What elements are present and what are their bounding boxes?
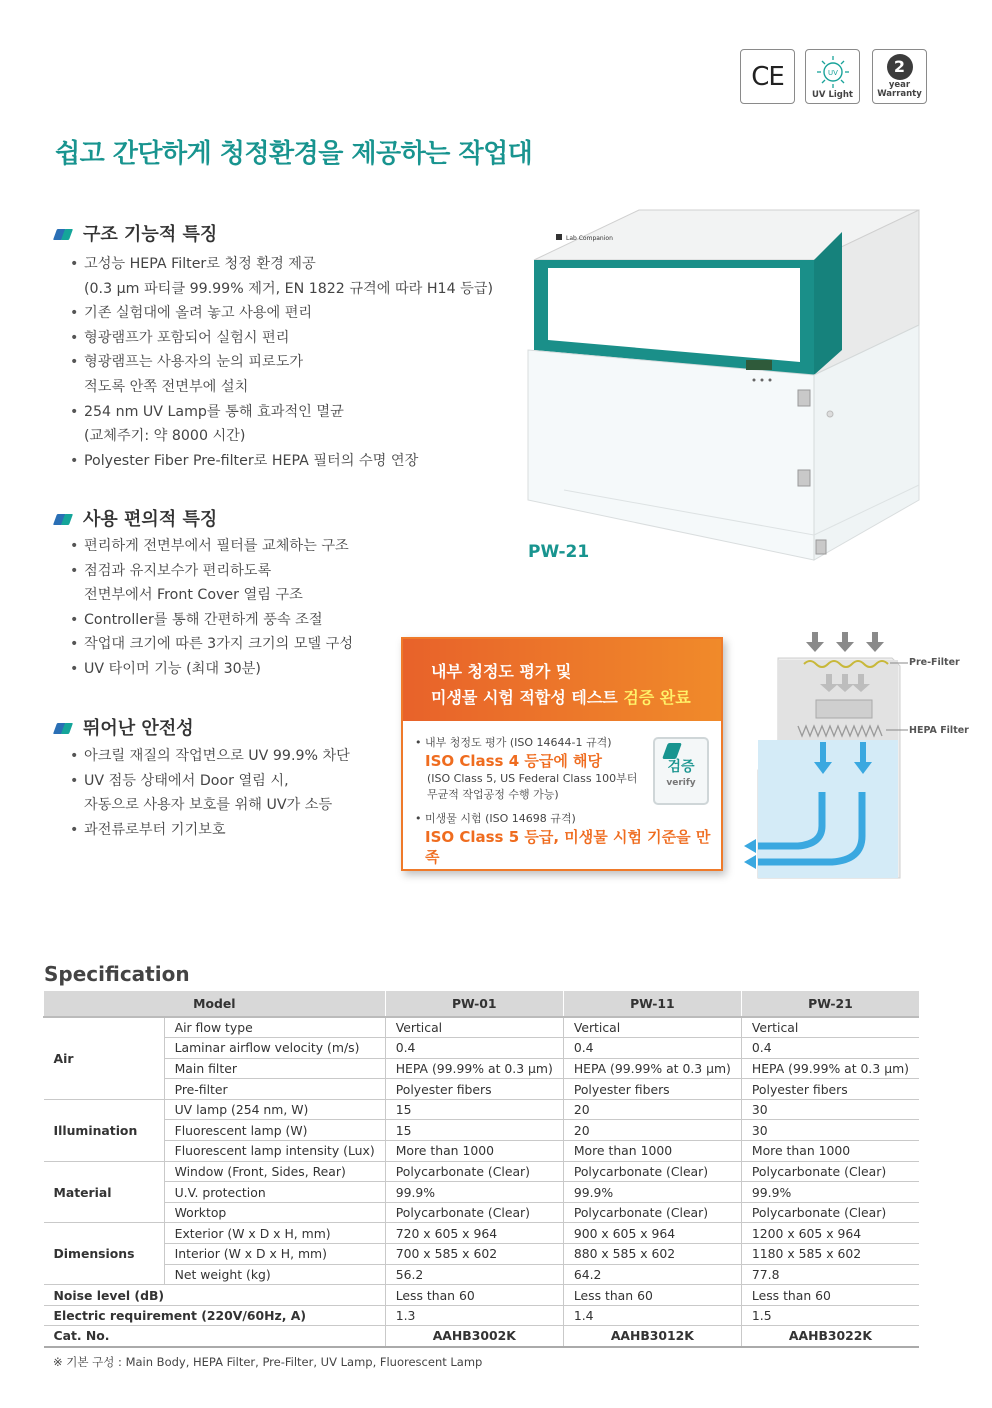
cell: 20 bbox=[563, 1099, 741, 1120]
feature-list-convenience bbox=[70, 534, 353, 682]
cell: Vertical bbox=[563, 1017, 741, 1038]
cell: Polycarbonate (Clear) bbox=[741, 1202, 919, 1223]
feature-list-structure bbox=[70, 252, 493, 473]
cell: Polyester fibers bbox=[741, 1079, 919, 1100]
list-item-text: 기존 실험대에 올려 놓고 사용에 편리 bbox=[84, 305, 313, 322]
ce-mark-icon: CE bbox=[751, 62, 784, 92]
callout-body bbox=[403, 721, 721, 867]
list-item bbox=[70, 744, 350, 769]
table-row bbox=[44, 1099, 920, 1120]
section-title-text: 구조 기능적 특징 bbox=[83, 224, 218, 245]
uv-icon-text: UV bbox=[827, 69, 838, 77]
cell: 77.8 bbox=[741, 1264, 919, 1285]
cell: HEPA (99.99% at 0.3 μm) bbox=[741, 1058, 919, 1079]
section-title-text: 사용 편의적 특징 bbox=[83, 509, 218, 530]
table-row bbox=[44, 1244, 920, 1265]
row-label: Fluorescent lamp (W) bbox=[164, 1120, 385, 1141]
section-title-text: 뛰어난 안전성 bbox=[83, 718, 194, 739]
list-item-text-cont: 전면부에서 Front Cover 열림 구조 bbox=[84, 587, 303, 604]
list-item-text: 편리하게 전면부에서 필터를 교체하는 구조 bbox=[84, 538, 349, 554]
cell: Polycarbonate (Clear) bbox=[563, 1161, 741, 1182]
list-item bbox=[70, 657, 353, 682]
cell: 0.4 bbox=[385, 1038, 563, 1059]
list-item-text-cont: 적도록 안쪽 전면부에 설치 bbox=[84, 378, 249, 395]
callout-header-text: 미생물 시험 적합성 테스트 bbox=[431, 688, 624, 707]
list-item-text-cont: (0.3 μm 파티클 99.99% 제거, EN 1822 규격에 따라 H14 등급) bbox=[84, 280, 494, 297]
cell: 64.2 bbox=[563, 1264, 741, 1285]
warranty-number: 2 bbox=[893, 57, 906, 76]
cell: 15 bbox=[385, 1099, 563, 1120]
model-label: PW-21 bbox=[528, 542, 590, 562]
section-title-structure bbox=[55, 220, 217, 246]
header-pw-11: PW-11 bbox=[563, 991, 741, 1017]
table-row bbox=[44, 1264, 920, 1285]
callout-header-line1: 내부 청정도 평가 및 bbox=[431, 662, 572, 681]
callout-item1-label: • 내부 청정도 평가 (ISO 14644-1 규격) bbox=[415, 736, 612, 749]
cell: 99.9% bbox=[385, 1182, 563, 1203]
row-label: Exterior (W x D x H, mm) bbox=[164, 1223, 385, 1244]
uv-light-label: UV Light bbox=[812, 90, 853, 100]
list-item-text: Controller를 통해 간편하게 풍속 조절 bbox=[84, 611, 323, 628]
cell: Polyester fibers bbox=[385, 1079, 563, 1100]
cell: 700 x 585 x 602 bbox=[385, 1244, 563, 1265]
spec-title: Specification bbox=[44, 962, 190, 986]
list-item-text: 아크릴 재질의 작업면으로 UV 99.9% 차단 bbox=[84, 748, 350, 764]
table-row bbox=[44, 1182, 920, 1203]
section-marker-icon bbox=[55, 227, 73, 241]
cell: Polyester fibers bbox=[563, 1079, 741, 1100]
header-pw-01: PW-01 bbox=[385, 991, 563, 1017]
cell: 99.9% bbox=[741, 1182, 919, 1203]
list-item bbox=[70, 534, 353, 559]
cell: Less than 60 bbox=[563, 1285, 741, 1306]
row-label: Cat. No. bbox=[44, 1326, 386, 1347]
section-marker-icon bbox=[55, 512, 73, 526]
cell: Polycarbonate (Clear) bbox=[385, 1202, 563, 1223]
controller-display bbox=[746, 360, 772, 370]
cell: More than 1000 bbox=[563, 1141, 741, 1162]
cell: 0.4 bbox=[741, 1038, 919, 1059]
group-label: Material bbox=[44, 1161, 165, 1223]
list-item bbox=[70, 632, 353, 657]
cell: AAHB3012K bbox=[563, 1326, 741, 1347]
section-marker-icon bbox=[55, 721, 73, 735]
verify-english-label: verify bbox=[666, 778, 696, 788]
table-row bbox=[44, 1305, 920, 1326]
warranty-year-label: year bbox=[888, 80, 911, 90]
callout-header-highlight: 검증 완료 bbox=[623, 688, 691, 707]
cell: 1.4 bbox=[563, 1305, 741, 1326]
callout-item1-result: ISO Class 4 등급에 해당 bbox=[425, 752, 603, 770]
list-item bbox=[70, 818, 350, 843]
cell: 20 bbox=[563, 1120, 741, 1141]
row-label: Window (Front, Sides, Rear) bbox=[164, 1161, 385, 1182]
callout-item2-result: ISO Class 5 등급, 미생물 시험 기준을 만족 bbox=[425, 828, 711, 866]
verify-korean-label: 검증 bbox=[667, 759, 695, 775]
group-label: Illumination bbox=[44, 1099, 165, 1161]
cell: Less than 60 bbox=[385, 1285, 563, 1306]
feature-list-safety bbox=[70, 744, 350, 842]
cell: Polycarbonate (Clear) bbox=[385, 1161, 563, 1182]
cell: 99.9% bbox=[563, 1182, 741, 1203]
spec-footnote: ※ 기본 구성 : Main Body, HEPA Filter, Pre-Filter, UV Lamp, Fluorescent Lamp bbox=[53, 1355, 483, 1369]
row-label: Noise level (dB) bbox=[44, 1285, 386, 1306]
warranty-label: Warranty bbox=[877, 89, 922, 99]
list-item bbox=[70, 769, 350, 818]
list-item bbox=[70, 449, 493, 474]
cell: 720 x 605 x 964 bbox=[385, 1223, 563, 1244]
list-item bbox=[70, 350, 493, 399]
warranty-icon bbox=[887, 54, 913, 80]
verification-callout bbox=[401, 637, 723, 871]
row-label: Main filter bbox=[164, 1058, 385, 1079]
prefilter-label: Pre-Filter bbox=[909, 657, 960, 668]
table-row bbox=[44, 1141, 920, 1162]
row-label: Fluorescent lamp intensity (Lux) bbox=[164, 1141, 385, 1162]
spec-table bbox=[43, 991, 919, 1348]
row-label: Electric requirement (220V/60Hz, A) bbox=[44, 1305, 386, 1326]
list-item bbox=[70, 400, 493, 449]
list-item-text: 형광램프가 포함되어 실험시 편리 bbox=[84, 329, 290, 346]
table-row-catno bbox=[44, 1326, 920, 1347]
cell: Vertical bbox=[741, 1017, 919, 1038]
uv-light-badge bbox=[805, 49, 860, 104]
cell: 56.2 bbox=[385, 1264, 563, 1285]
table-row bbox=[44, 1223, 920, 1244]
cell: 880 x 585 x 602 bbox=[563, 1244, 741, 1265]
cell: 1.5 bbox=[741, 1305, 919, 1326]
verify-stamp-icon bbox=[653, 737, 709, 805]
warranty-badge bbox=[872, 49, 927, 104]
list-item-text-cont: (교체주기: 약 8000 시간) bbox=[84, 428, 246, 445]
cell: 1.3 bbox=[385, 1305, 563, 1326]
list-item-text: 작업대 크기에 따른 3가지 크기의 모델 구성 bbox=[84, 636, 354, 653]
list-item-text: 형광램프는 사용자의 눈의 피로도가 bbox=[84, 354, 304, 371]
list-item bbox=[70, 301, 493, 326]
list-item-text: 과전류로부터 기기보호 bbox=[84, 821, 226, 838]
cell: Polycarbonate (Clear) bbox=[741, 1161, 919, 1182]
cell: More than 1000 bbox=[741, 1141, 919, 1162]
cell: HEPA (99.99% at 0.3 μm) bbox=[385, 1058, 563, 1079]
product-image bbox=[524, 200, 924, 570]
table-row bbox=[44, 1058, 920, 1079]
section-title-safety bbox=[55, 714, 194, 740]
list-item-text: 254 nm UV Lamp를 통해 효과적인 멸균 bbox=[84, 403, 344, 420]
table-row bbox=[44, 1079, 920, 1100]
list-item bbox=[70, 252, 493, 301]
callout-header bbox=[403, 639, 721, 721]
cell: HEPA (99.99% at 0.3 μm) bbox=[563, 1058, 741, 1079]
uv-lamp-icon bbox=[813, 53, 853, 89]
cell: 1200 x 605 x 964 bbox=[741, 1223, 919, 1244]
cell: AAHB3022K bbox=[741, 1326, 919, 1347]
list-item-text: 고성능 HEPA Filter로 청정 환경 제공 bbox=[84, 256, 316, 272]
header-model: Model bbox=[44, 991, 386, 1017]
table-row bbox=[44, 1202, 920, 1223]
table-row bbox=[44, 1017, 920, 1038]
callout-item1-note1: (ISO Class 5, US Federal Class 100부터 bbox=[427, 772, 638, 785]
brand-logo: Lab Companion bbox=[566, 235, 613, 242]
cell: 30 bbox=[741, 1120, 919, 1141]
cell: More than 1000 bbox=[385, 1141, 563, 1162]
cell: Vertical bbox=[385, 1017, 563, 1038]
row-label: U.V. protection bbox=[164, 1182, 385, 1203]
group-label: Air bbox=[44, 1017, 165, 1099]
list-item-text: 점검과 유지보수가 편리하도록 bbox=[84, 562, 272, 579]
list-item-text: Polyester Fiber Pre-filter로 HEPA 필터의 수명 연장 bbox=[84, 452, 419, 469]
section-title-convenience bbox=[55, 505, 217, 531]
hepa-filter-label: HEPA Filter bbox=[909, 725, 969, 736]
row-label: Interior (W x D x H, mm) bbox=[164, 1244, 385, 1265]
table-row bbox=[44, 1038, 920, 1059]
callout-header-line2 bbox=[431, 685, 721, 711]
table-row bbox=[44, 1120, 920, 1141]
cell: 1180 x 585 x 602 bbox=[741, 1244, 919, 1265]
cell: 30 bbox=[741, 1099, 919, 1120]
row-label: Laminar airflow velocity (m/s) bbox=[164, 1038, 385, 1059]
row-label: Pre-filter bbox=[164, 1079, 385, 1100]
list-item bbox=[70, 608, 353, 633]
page-headline: 쉽고 간단하게 청정환경을 제공하는 작업대 bbox=[55, 139, 533, 169]
cell: AAHB3002K bbox=[385, 1326, 563, 1347]
list-item bbox=[70, 559, 353, 608]
header-pw-21: PW-21 bbox=[741, 991, 919, 1017]
list-item-text: UV 점등 상태에서 Door 열림 시, bbox=[84, 772, 289, 789]
row-label: Air flow type bbox=[164, 1017, 385, 1038]
cell: Polycarbonate (Clear) bbox=[563, 1202, 741, 1223]
group-label: Dimensions bbox=[44, 1223, 165, 1285]
list-item-text-cont: 자동으로 사용자 보호를 위해 UV가 소등 bbox=[84, 797, 333, 814]
row-label: UV lamp (254 nm, W) bbox=[164, 1099, 385, 1120]
list-item bbox=[70, 326, 493, 351]
brand-logo-icon bbox=[556, 234, 562, 240]
verify-swoosh-icon bbox=[662, 743, 682, 759]
cell: 15 bbox=[385, 1120, 563, 1141]
callout-item2-label: • 미생물 시험 (ISO 14698 규격) bbox=[415, 812, 576, 825]
list-item-text: UV 타이머 기능 (최대 30분) bbox=[84, 660, 261, 677]
callout-item1-note2: 무균적 작업공정 수행 가능) bbox=[427, 788, 559, 801]
ce-badge bbox=[740, 49, 795, 104]
cell: Less than 60 bbox=[741, 1285, 919, 1306]
row-label: Net weight (kg) bbox=[164, 1264, 385, 1285]
cell: 900 x 605 x 964 bbox=[563, 1223, 741, 1244]
cell: 0.4 bbox=[563, 1038, 741, 1059]
table-row bbox=[44, 1161, 920, 1182]
table-row bbox=[44, 1285, 920, 1306]
row-label: Worktop bbox=[164, 1202, 385, 1223]
spec-header-row bbox=[44, 991, 920, 1017]
